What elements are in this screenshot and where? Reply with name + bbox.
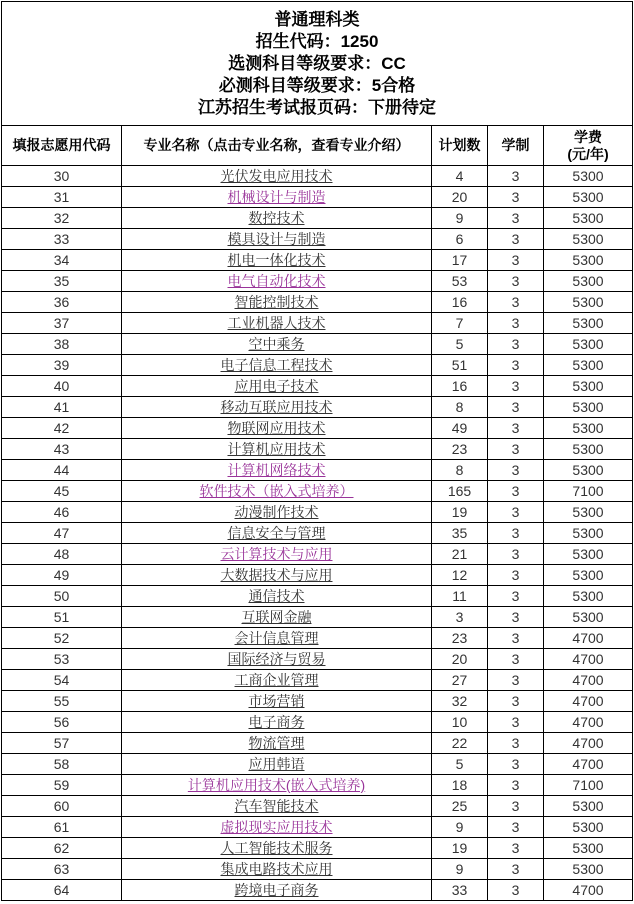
column-header-plan: 计划数 bbox=[432, 126, 488, 166]
row-years: 3 bbox=[488, 628, 544, 649]
row-fee: 4700 bbox=[544, 649, 633, 670]
row-years: 3 bbox=[488, 775, 544, 796]
row-code: 43 bbox=[2, 439, 122, 460]
table-row bbox=[2, 229, 633, 250]
row-plan: 25 bbox=[432, 796, 488, 817]
major-link[interactable]: 集成电路技术应用 bbox=[220, 861, 333, 877]
row-years: 3 bbox=[488, 544, 544, 565]
row-years: 3 bbox=[488, 355, 544, 376]
row-fee: 7100 bbox=[544, 481, 633, 502]
row-years: 3 bbox=[488, 565, 544, 586]
row-code: 48 bbox=[2, 544, 122, 565]
major-link[interactable]: 跨境电子商务 bbox=[234, 882, 319, 898]
row-code: 38 bbox=[2, 334, 122, 355]
table-row bbox=[2, 775, 633, 796]
row-fee: 5300 bbox=[544, 817, 633, 838]
major-link[interactable]: 计算机应用技术(嵌入式培养) bbox=[187, 777, 366, 793]
row-fee: 5300 bbox=[544, 250, 633, 271]
row-code: 51 bbox=[2, 607, 122, 628]
row-plan: 9 bbox=[432, 817, 488, 838]
column-header-fee-line2: (元/年) bbox=[567, 145, 609, 162]
row-code: 39 bbox=[2, 355, 122, 376]
row-years: 3 bbox=[488, 817, 544, 838]
row-fee: 5300 bbox=[544, 397, 633, 418]
row-fee: 4700 bbox=[544, 754, 633, 775]
major-link[interactable]: 应用电子技术 bbox=[234, 378, 319, 394]
row-plan: 8 bbox=[432, 460, 488, 481]
row-code: 63 bbox=[2, 859, 122, 880]
row-plan: 35 bbox=[432, 523, 488, 544]
row-fee: 7100 bbox=[544, 775, 633, 796]
row-plan: 8 bbox=[432, 397, 488, 418]
row-years: 3 bbox=[488, 439, 544, 460]
major-link[interactable]: 计算机应用技术 bbox=[227, 441, 326, 457]
row-fee: 5300 bbox=[544, 796, 633, 817]
table-row bbox=[2, 313, 633, 334]
row-fee: 5300 bbox=[544, 292, 633, 313]
row-fee: 5300 bbox=[544, 355, 633, 376]
row-fee: 5300 bbox=[544, 460, 633, 481]
row-code: 34 bbox=[2, 250, 122, 271]
major-link[interactable]: 数控技术 bbox=[248, 210, 305, 226]
row-years: 3 bbox=[488, 691, 544, 712]
table-row bbox=[2, 292, 633, 313]
table-row bbox=[2, 355, 633, 376]
row-plan: 165 bbox=[432, 481, 488, 502]
major-link[interactable]: 软件技术（嵌入式培养） bbox=[199, 483, 354, 499]
row-plan: 9 bbox=[432, 859, 488, 880]
row-plan: 19 bbox=[432, 838, 488, 859]
row-code: 30 bbox=[2, 166, 122, 187]
row-plan: 6 bbox=[432, 229, 488, 250]
row-code: 53 bbox=[2, 649, 122, 670]
row-plan: 5 bbox=[432, 334, 488, 355]
table-row bbox=[2, 544, 633, 565]
row-fee: 5300 bbox=[544, 418, 633, 439]
major-link[interactable]: 电气自动化技术 bbox=[227, 273, 326, 289]
required-subject-requirement-line: 必测科目等级要求：5合格 bbox=[218, 76, 416, 95]
row-code: 37 bbox=[2, 313, 122, 334]
row-code: 36 bbox=[2, 292, 122, 313]
major-link[interactable]: 会计信息管理 bbox=[234, 630, 319, 646]
column-header-row bbox=[2, 126, 633, 166]
table-row bbox=[2, 397, 633, 418]
row-years: 3 bbox=[488, 208, 544, 229]
major-link[interactable]: 互联网金融 bbox=[241, 609, 312, 625]
row-years: 3 bbox=[488, 859, 544, 880]
table-row bbox=[2, 754, 633, 775]
row-plan: 19 bbox=[432, 502, 488, 523]
table-row bbox=[2, 481, 633, 502]
category-header-cell bbox=[2, 2, 633, 126]
row-fee: 4700 bbox=[544, 712, 633, 733]
table-row bbox=[2, 565, 633, 586]
table-row bbox=[2, 460, 633, 481]
major-link[interactable]: 模具设计与制造 bbox=[227, 231, 326, 247]
row-plan: 22 bbox=[432, 733, 488, 754]
row-code: 61 bbox=[2, 817, 122, 838]
row-fee: 5300 bbox=[544, 334, 633, 355]
row-years: 3 bbox=[488, 166, 544, 187]
row-fee: 5300 bbox=[544, 187, 633, 208]
row-years: 3 bbox=[488, 460, 544, 481]
row-years: 3 bbox=[488, 418, 544, 439]
row-years: 3 bbox=[488, 838, 544, 859]
row-plan: 33 bbox=[432, 880, 488, 901]
row-code: 42 bbox=[2, 418, 122, 439]
row-years: 3 bbox=[488, 313, 544, 334]
row-years: 3 bbox=[488, 733, 544, 754]
row-fee: 5300 bbox=[544, 502, 633, 523]
row-plan: 23 bbox=[432, 628, 488, 649]
row-code: 33 bbox=[2, 229, 122, 250]
row-fee: 5300 bbox=[544, 838, 633, 859]
row-years: 3 bbox=[488, 586, 544, 607]
row-years: 3 bbox=[488, 397, 544, 418]
major-link[interactable]: 光伏发电应用技术 bbox=[220, 168, 333, 184]
major-link[interactable]: 通信技术 bbox=[248, 588, 305, 604]
row-code: 62 bbox=[2, 838, 122, 859]
table-row bbox=[2, 271, 633, 292]
row-years: 3 bbox=[488, 607, 544, 628]
major-link[interactable]: 信息安全与管理 bbox=[227, 525, 326, 541]
row-code: 60 bbox=[2, 796, 122, 817]
row-fee: 5300 bbox=[544, 607, 633, 628]
major-link[interactable]: 人工智能技术服务 bbox=[220, 840, 333, 856]
row-code: 41 bbox=[2, 397, 122, 418]
row-years: 3 bbox=[488, 376, 544, 397]
major-link[interactable]: 物流管理 bbox=[248, 735, 305, 751]
row-fee: 4700 bbox=[544, 670, 633, 691]
table-row bbox=[2, 208, 633, 229]
major-link[interactable]: 移动互联应用技术 bbox=[220, 399, 333, 415]
row-code: 50 bbox=[2, 586, 122, 607]
row-plan: 17 bbox=[432, 250, 488, 271]
row-years: 3 bbox=[488, 334, 544, 355]
row-code: 55 bbox=[2, 691, 122, 712]
row-code: 45 bbox=[2, 481, 122, 502]
row-code: 54 bbox=[2, 670, 122, 691]
column-header-fee-line1: 学费 bbox=[574, 128, 602, 145]
table-row bbox=[2, 649, 633, 670]
row-plan: 53 bbox=[432, 271, 488, 292]
row-plan: 20 bbox=[432, 649, 488, 670]
major-link[interactable]: 市场营销 bbox=[248, 693, 305, 709]
row-plan: 20 bbox=[432, 187, 488, 208]
table-row bbox=[2, 838, 633, 859]
table-row bbox=[2, 439, 633, 460]
row-fee: 5300 bbox=[544, 523, 633, 544]
major-link[interactable]: 机械设计与制造 bbox=[227, 189, 326, 205]
major-link[interactable]: 电子商务 bbox=[248, 714, 305, 730]
row-years: 3 bbox=[488, 187, 544, 208]
major-link[interactable]: 大数据技术与应用 bbox=[220, 567, 333, 583]
category-header-row bbox=[2, 2, 633, 126]
row-plan: 10 bbox=[432, 712, 488, 733]
column-header-major: 专业名称（点击专业名称，查看专业介绍） bbox=[122, 126, 432, 166]
row-fee: 4700 bbox=[544, 733, 633, 754]
major-link[interactable]: 国际经济与贸易 bbox=[227, 651, 326, 667]
row-code: 32 bbox=[2, 208, 122, 229]
row-code: 47 bbox=[2, 523, 122, 544]
enrollment-table bbox=[1, 1, 633, 901]
table-row bbox=[2, 502, 633, 523]
row-fee: 4700 bbox=[544, 691, 633, 712]
row-fee: 5300 bbox=[544, 208, 633, 229]
row-years: 3 bbox=[488, 649, 544, 670]
row-fee: 5300 bbox=[544, 376, 633, 397]
major-link[interactable]: 机电一体化技术 bbox=[227, 252, 326, 268]
table-row bbox=[2, 670, 633, 691]
exam-page-line: 江苏招生考试报页码：下册待定 bbox=[198, 98, 436, 117]
row-plan: 16 bbox=[432, 376, 488, 397]
table-row bbox=[2, 817, 633, 838]
column-header-code: 填报志愿用代码 bbox=[2, 126, 122, 166]
table-row bbox=[2, 166, 633, 187]
row-years: 3 bbox=[488, 796, 544, 817]
row-plan: 23 bbox=[432, 439, 488, 460]
row-code: 40 bbox=[2, 376, 122, 397]
major-link[interactable]: 汽车智能技术 bbox=[234, 798, 319, 814]
row-code: 52 bbox=[2, 628, 122, 649]
table-row bbox=[2, 418, 633, 439]
row-fee: 5300 bbox=[544, 271, 633, 292]
table-row bbox=[2, 628, 633, 649]
table-row bbox=[2, 691, 633, 712]
row-fee: 5300 bbox=[544, 859, 633, 880]
row-plan: 18 bbox=[432, 775, 488, 796]
table-row bbox=[2, 607, 633, 628]
row-fee: 5300 bbox=[544, 439, 633, 460]
table-row bbox=[2, 859, 633, 880]
row-plan: 27 bbox=[432, 670, 488, 691]
row-code: 64 bbox=[2, 880, 122, 901]
row-code: 46 bbox=[2, 502, 122, 523]
table-row bbox=[2, 586, 633, 607]
table-row bbox=[2, 376, 633, 397]
row-fee: 5300 bbox=[544, 166, 633, 187]
row-fee: 5300 bbox=[544, 544, 633, 565]
row-fee: 4700 bbox=[544, 880, 633, 901]
row-plan: 9 bbox=[432, 208, 488, 229]
row-years: 3 bbox=[488, 880, 544, 901]
row-plan: 51 bbox=[432, 355, 488, 376]
table-row bbox=[2, 334, 633, 355]
row-years: 3 bbox=[488, 670, 544, 691]
row-years: 3 bbox=[488, 250, 544, 271]
row-code: 35 bbox=[2, 271, 122, 292]
table-row bbox=[2, 187, 633, 208]
table-row bbox=[2, 796, 633, 817]
column-header-fee bbox=[544, 126, 633, 166]
table-row bbox=[2, 250, 633, 271]
row-plan: 21 bbox=[432, 544, 488, 565]
enroll-code-line: 招生代码：1250 bbox=[255, 32, 379, 51]
row-years: 3 bbox=[488, 712, 544, 733]
category-title: 普通理科类 bbox=[274, 10, 360, 29]
row-code: 31 bbox=[2, 187, 122, 208]
row-code: 59 bbox=[2, 775, 122, 796]
row-fee: 5300 bbox=[544, 586, 633, 607]
major-link[interactable]: 动漫制作技术 bbox=[234, 504, 319, 520]
major-link[interactable]: 计算机网络技术 bbox=[227, 462, 326, 478]
row-code: 56 bbox=[2, 712, 122, 733]
table-row bbox=[2, 523, 633, 544]
table-row bbox=[2, 880, 633, 901]
row-fee: 5300 bbox=[544, 229, 633, 250]
major-link[interactable]: 电子信息工程技术 bbox=[220, 357, 333, 373]
major-link[interactable]: 工商企业管理 bbox=[234, 672, 319, 688]
row-years: 3 bbox=[488, 481, 544, 502]
major-link[interactable]: 虚拟现实应用技术 bbox=[220, 819, 333, 835]
row-plan: 16 bbox=[432, 292, 488, 313]
row-code: 58 bbox=[2, 754, 122, 775]
row-fee: 4700 bbox=[544, 628, 633, 649]
major-link[interactable]: 工业机器人技术 bbox=[227, 315, 326, 331]
row-years: 3 bbox=[488, 502, 544, 523]
major-link[interactable]: 物联网应用技术 bbox=[227, 420, 326, 436]
major-link[interactable]: 云计算技术与应用 bbox=[220, 546, 333, 562]
major-link[interactable]: 空中乘务 bbox=[248, 336, 305, 352]
row-years: 3 bbox=[488, 271, 544, 292]
row-years: 3 bbox=[488, 292, 544, 313]
row-years: 3 bbox=[488, 523, 544, 544]
row-fee: 5300 bbox=[544, 313, 633, 334]
major-link[interactable]: 应用韩语 bbox=[248, 756, 305, 772]
row-plan: 4 bbox=[432, 166, 488, 187]
table-row bbox=[2, 733, 633, 754]
row-plan: 12 bbox=[432, 565, 488, 586]
elective-subject-requirement-line: 选测科目等级要求：CC bbox=[228, 54, 406, 73]
row-years: 3 bbox=[488, 229, 544, 250]
column-header-years: 学制 bbox=[488, 126, 544, 166]
row-code: 57 bbox=[2, 733, 122, 754]
table-row bbox=[2, 712, 633, 733]
major-link[interactable]: 智能控制技术 bbox=[234, 294, 319, 310]
row-years: 3 bbox=[488, 754, 544, 775]
row-fee: 5300 bbox=[544, 565, 633, 586]
row-code: 44 bbox=[2, 460, 122, 481]
row-code: 49 bbox=[2, 565, 122, 586]
row-plan: 5 bbox=[432, 754, 488, 775]
row-plan: 11 bbox=[432, 586, 488, 607]
table-body bbox=[2, 166, 633, 901]
row-plan: 32 bbox=[432, 691, 488, 712]
row-plan: 3 bbox=[432, 607, 488, 628]
row-plan: 7 bbox=[432, 313, 488, 334]
row-plan: 49 bbox=[432, 418, 488, 439]
